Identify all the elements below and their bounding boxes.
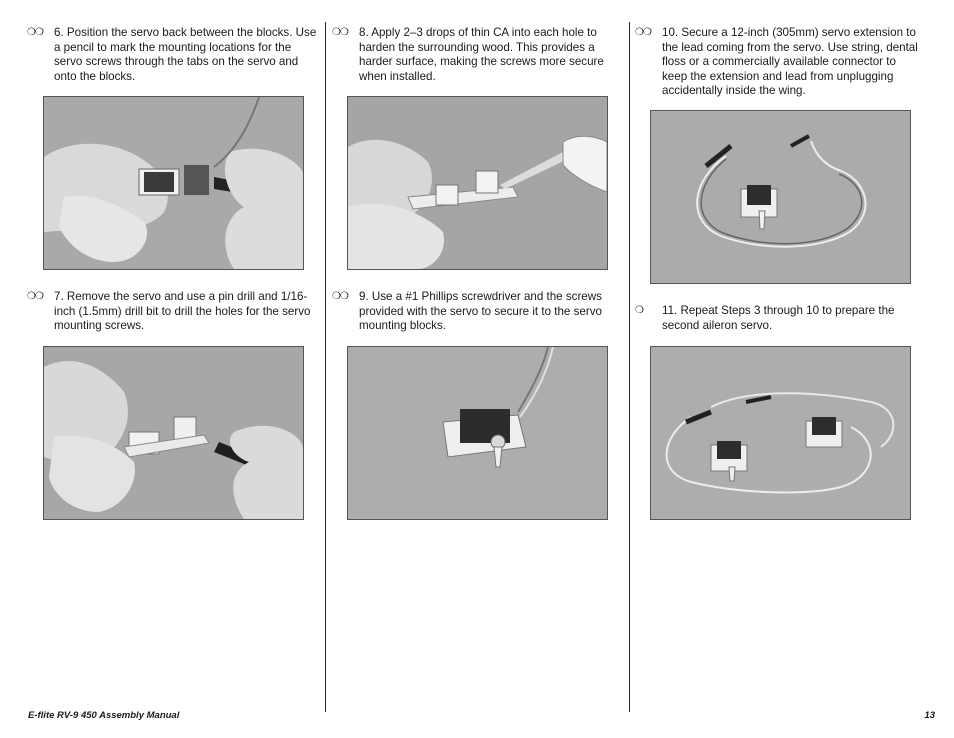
checkbox-icon[interactable]: ❍❍ (332, 291, 348, 302)
checkbox-icon[interactable]: ❍❍ (27, 291, 43, 302)
photo-step-8 (347, 96, 608, 270)
step-8-text: 8. Apply 2–3 drops of thin CA into each hole to harden the surrounding wood. This provides a harder surface, making the screws more secure when installed. (359, 26, 604, 83)
step-10-text: 10. Secure a 12-inch (305mm) servo extension to the lead coming from the servo. Use string, dental floss or a commercially available connector to keep the extension and lead from unplugging accidentally inside the wing. (662, 26, 918, 98)
checkbox-icon[interactable]: ❍❍ (27, 27, 43, 38)
column-divider-left (325, 22, 326, 712)
footer-manual-title: E-flite RV-9 450 Assembly Manual (28, 710, 180, 721)
checkbox-icon[interactable]: ❍ (635, 305, 643, 316)
checkbox-icon[interactable]: ❍❍ (332, 27, 348, 38)
photo-step-7 (43, 346, 304, 520)
step-7-text: 7. Remove the servo and use a pin drill and 1/16-inch (1.5mm) drill bit to drill the holes for the servo mounting screws. (54, 290, 311, 333)
checkbox-icon[interactable]: ❍❍ (635, 27, 651, 38)
photo-step-10 (650, 110, 911, 284)
photo-step-6 (43, 96, 304, 270)
step-9-text: 9. Use a #1 Phillips screwdriver and the screws provided with the servo to secure it to the servo mounting blocks. (359, 290, 602, 333)
photo-step-11 (650, 346, 911, 520)
step-11-text: 11. Repeat Steps 3 through 10 to prepare the second aileron servo. (662, 304, 895, 332)
photo-step-9 (347, 346, 608, 520)
step-6-text: 6. Position the servo back between the blocks. Use a pencil to mark the mounting locations for the servo screws through the tabs on the servo and onto the blocks. (54, 26, 317, 83)
page-number: 13 (924, 710, 935, 721)
column-divider-right (629, 22, 630, 712)
